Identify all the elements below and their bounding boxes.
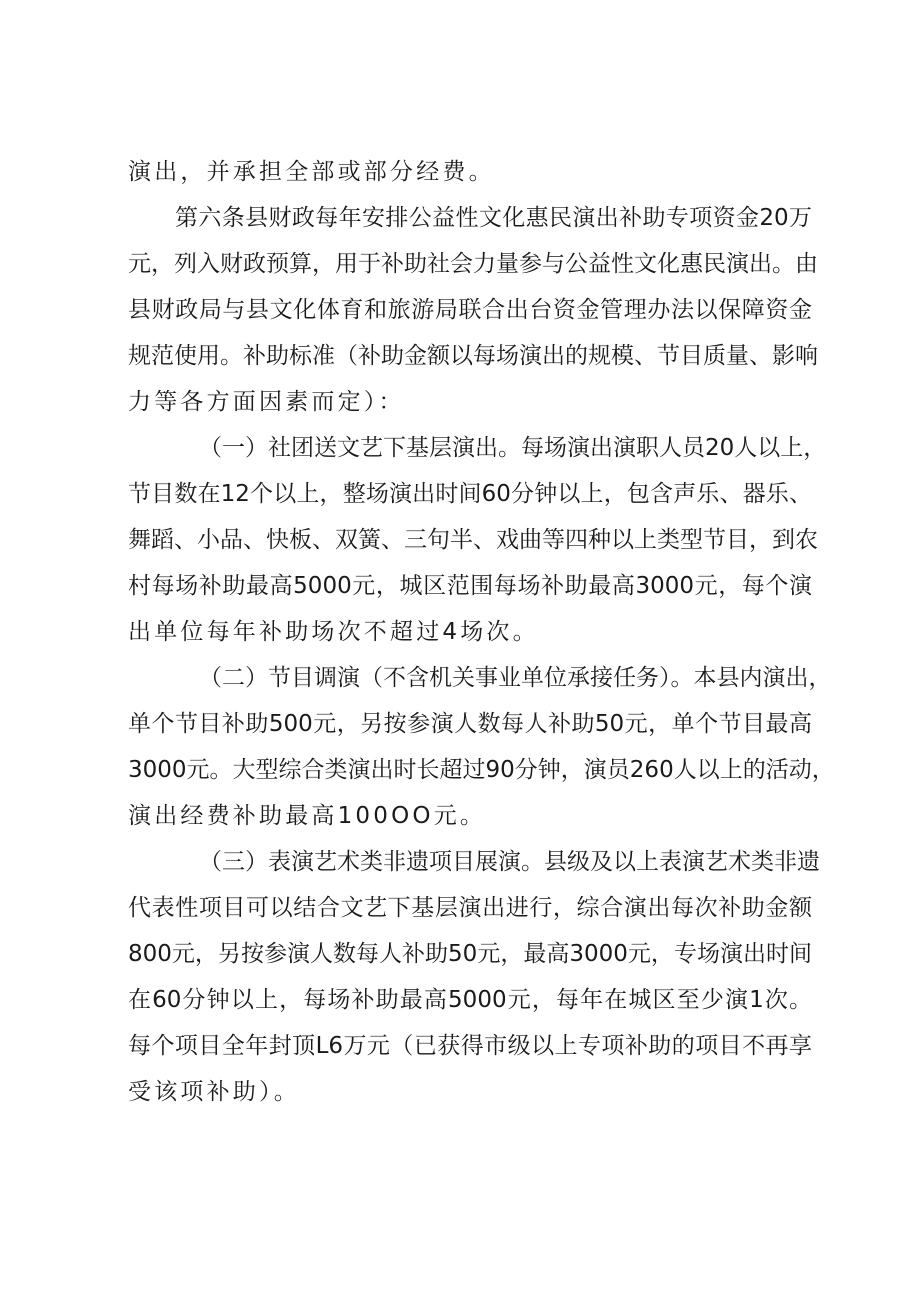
text-line: 村每场补助最高5000元，城区范围每场补助最高3000元，每个演 — [128, 573, 812, 599]
text-line: 县财政局与县文化体育和旅游局联合出台资金管理办法以保障资金 — [128, 297, 812, 323]
text-line: 受该项补助）。 — [128, 1079, 300, 1105]
text-line: 第六条县财政每年安排公益性文化惠民演出补助专项资金20万 — [175, 205, 812, 231]
text-line: （一）社团送文艺下基层演出。每场演出演职人员20人以上， — [199, 435, 827, 461]
text-line: 每个项目全年封顶L6万元（已获得市级以上专项补助的项目不再享 — [128, 1033, 812, 1059]
text-line: 出单位每年补助场次不超过4场次。 — [128, 619, 539, 645]
text-line: 800元，另按参演人数每人补助50元，最高3000元，专场演出时间 — [128, 941, 812, 967]
text-line: 力等各方面因素而定）： — [128, 389, 405, 415]
text-line: 代表性项目可以结合文艺下基层演出进行，综合演出每次补助金额 — [128, 895, 812, 921]
text-line: 演出，并承担全部或部分经费。 — [128, 159, 495, 185]
text-line: 元，列入财政预算，用于补助社会力量参与公益性文化惠民演出。由 — [128, 251, 818, 277]
text-line: 3000元。大型综合类演出时长超过90分钟，演员260人以上的活动， — [128, 757, 835, 783]
text-line: 规范使用。补助标准（补助金额以每场演出的规模、节目质量、影响 — [128, 343, 818, 369]
text-line: 舞蹈、小品、快板、双簧、三句半、戏曲等四种以上类型节目，到农 — [128, 527, 818, 553]
text-line: 在60分钟以上，每场补助最高5000元，每年在城区至少演1次。 — [128, 987, 812, 1013]
text-line: 演出经费补助最高100OO元。 — [128, 803, 487, 829]
text-line: 单个节目补助500元，另按参演人数每人补助50元，单个节目最高 — [128, 711, 812, 737]
text-line: （三）表演艺术类非遗项目展演。县级及以上表演艺术类非遗 — [199, 849, 820, 875]
text-line: 节目数在12个以上，整场演出时间60分钟以上，包含声乐、器乐、 — [128, 481, 812, 507]
text-line: （二）节目调演（不含机关事业单位承接任务）。本县内演出， — [199, 665, 832, 691]
